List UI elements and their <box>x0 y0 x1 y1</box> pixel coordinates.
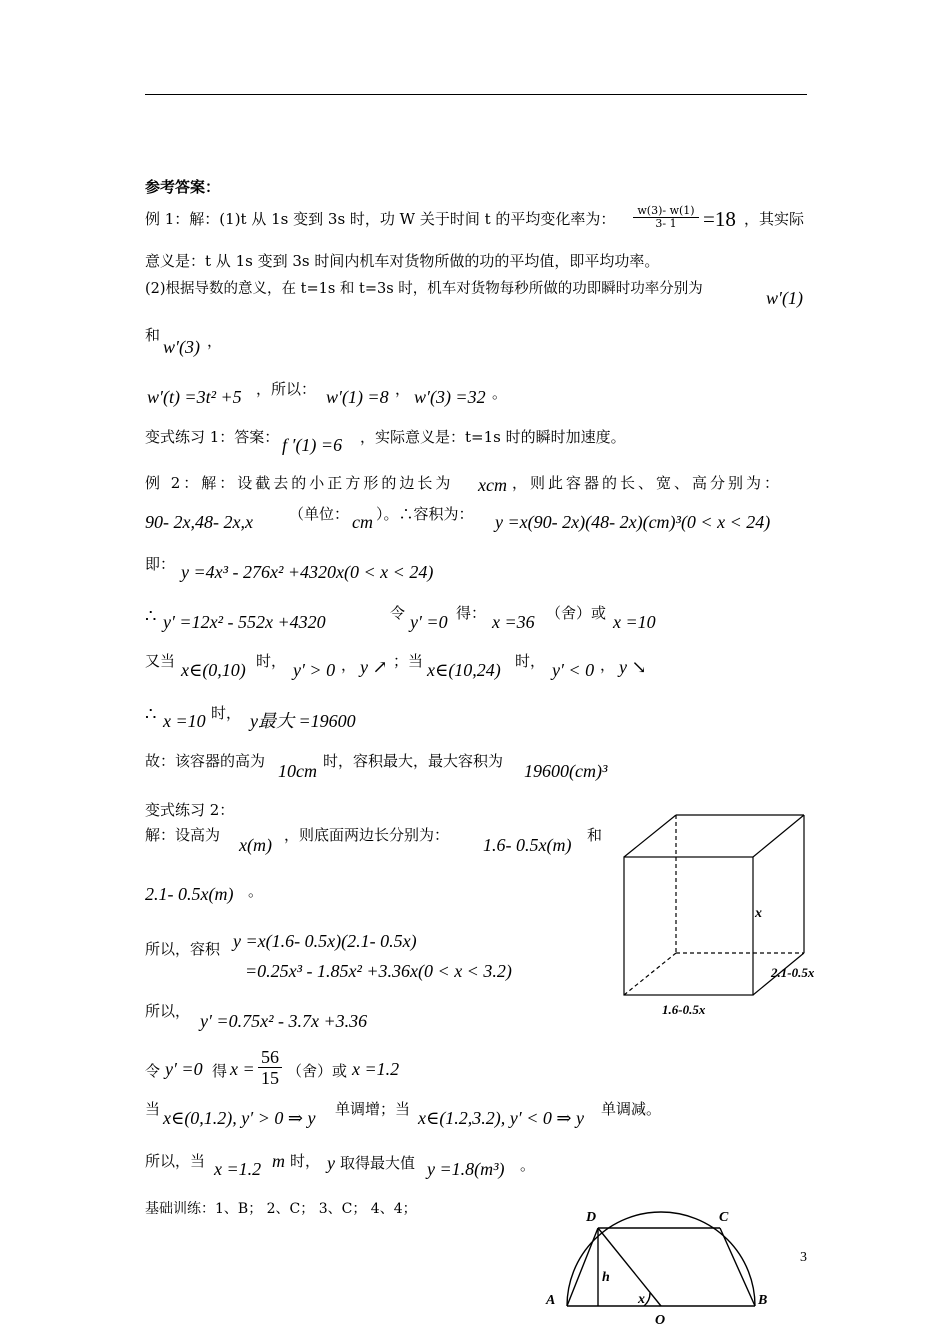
ex1-text: 例 1：解：(1)t 从 1s 变到 3s 时，功 W 关于时间 t 的平均变化率为： <box>145 210 616 228</box>
var2-y: y <box>327 1153 335 1173</box>
ex2-dims-math: 90- 2x,48- 2x,x <box>145 512 253 532</box>
basic-training: 基础训练：1、B； 2、C； 3、C； 4、4； <box>145 1201 417 1217</box>
ex2-shi3: 时， <box>211 704 242 722</box>
var2-sol: 解：设高为 <box>145 826 221 844</box>
label-C: C <box>719 1210 729 1225</box>
box-label-depth: 2.1-0.5x <box>771 965 815 980</box>
var2-x12: x =1.2 <box>352 1059 400 1079</box>
var2-shi: 时， <box>290 1152 321 1170</box>
ex1-frac-num: w(3)- w(1) <box>633 205 699 218</box>
box-label-height: x <box>755 906 762 921</box>
ex2-yeq0: y′ =0 <box>410 612 448 632</box>
var2-deriv: y′ =0.75x² - 3.7x +3.36 <box>200 1011 368 1031</box>
var2-fraction <box>258 1047 282 1088</box>
ex2-pos: y′ > 0 <box>293 660 336 680</box>
var2-get: 得 <box>212 1062 228 1080</box>
var2-unit-m: m <box>272 1151 285 1171</box>
ex2-ymax: y最大 =19600 <box>250 711 356 731</box>
ex2-ie: 即： <box>145 555 176 573</box>
ex2-c2: ， <box>600 656 616 674</box>
ex2-reject: （舍）或 <box>546 604 607 622</box>
ex1-c2: ， <box>395 380 411 398</box>
var2-xm: x(m) <box>239 835 272 855</box>
var2-yeq0: y′ =0 <box>165 1059 203 1079</box>
ex1-w1: w′(1) <box>766 288 803 308</box>
box-edge <box>753 815 804 857</box>
answers-heading: 参考答案： <box>145 178 221 196</box>
ex1-line1 <box>145 210 615 228</box>
var2-vol2: =0.25x³ - 1.85x² +3.36x(0 < x < 3.2) <box>245 961 512 981</box>
ex2-c1: ， <box>341 656 357 674</box>
semicircle-figure <box>540 1200 790 1344</box>
var2-label: 变式练习 2： <box>145 801 235 819</box>
ex1-period: 。 <box>492 384 508 402</box>
var2-side2: 2.1- 0.5x(m) <box>145 884 234 904</box>
var2-so: 所以， <box>145 1002 191 1020</box>
ex2-shi1: 时， <box>256 652 287 670</box>
var2-and: 和 <box>587 826 603 844</box>
ex2-maxvol: 19600(cm)³ <box>524 761 608 781</box>
ex1-w3val: w′(3) =32 <box>414 387 486 407</box>
var1-meaning: ，实际意义是：t=1s 时的瞬时加速度。 <box>360 428 626 446</box>
ex1-and: 和 <box>145 326 161 344</box>
ex1-fraction <box>633 205 699 230</box>
var2-maxlabel: 取得最大值 <box>340 1154 416 1172</box>
page-number: 3 <box>800 1250 807 1265</box>
label-O: O <box>655 1313 666 1328</box>
ex2-let: 令 <box>390 604 406 622</box>
label-x: x <box>638 1292 645 1307</box>
label-A: A <box>546 1293 556 1308</box>
ex1-w3: w′(3) <box>163 337 200 357</box>
ex2-conc2: 时，容积最大，最大容积为 <box>323 752 504 770</box>
ex1-line3: (2)根据导数的意义，在 t=1s 和 t=3s 时，机车对货物每秒所做的功即瞬时功率分别为 <box>145 281 703 297</box>
var2-when: 当 <box>145 1100 161 1118</box>
label-h: h <box>602 1270 610 1285</box>
ex2-conclusion: 故：该容器的高为 <box>145 752 266 770</box>
header-rule <box>145 94 807 95</box>
ex2-when2: ；当 <box>393 652 424 670</box>
side-CB <box>720 1228 755 1306</box>
box-edge <box>624 815 676 857</box>
ex2-line1: 例 2：解：设截去的小正方形的边长为 <box>145 474 454 492</box>
ex2-inc: y ↗ <box>360 657 388 677</box>
ex2-x10b: x =10 <box>163 711 206 731</box>
var2-x12b: x =1.2 <box>214 1159 262 1179</box>
var2-sides: ，则底面两边长分别为： <box>284 826 450 844</box>
label-D: D <box>586 1210 597 1225</box>
ex2-int2: x∈(10,24) <box>427 660 501 680</box>
var2-period2: 。 <box>520 1156 536 1174</box>
var2-so2: 所以，当 <box>145 1152 206 1170</box>
ex1-so: ，所以： <box>256 380 317 398</box>
ex2-volume-label: ）。∴容积为： <box>376 505 474 523</box>
ex2-neg: y′ < 0 <box>552 660 595 680</box>
ex2-height: 10cm <box>278 761 317 781</box>
var1-math: f ′(1) =6 <box>282 435 343 455</box>
var2-frac-den: 15 <box>261 1068 279 1088</box>
var2-dec-cond: x∈(1.2,3.2), y′ < 0 ⇒ y <box>418 1108 584 1128</box>
ex2-xcm: xcm <box>478 475 507 495</box>
ex2-shi2: 时， <box>515 652 546 670</box>
ex2-x36: x =36 <box>492 612 535 632</box>
ex2-therefore: ∴ <box>145 606 157 626</box>
ex2-get: 得： <box>456 604 487 622</box>
var1-label: 变式练习 1：答案： <box>145 428 280 446</box>
var2-period: 。 <box>248 882 264 900</box>
var2-let: 令 <box>145 1062 161 1080</box>
var2-inc: 单调增；当 <box>335 1100 411 1118</box>
ex2-volume: y =x(90- 2x)(48- 2x)(cm)³(0 < x < 24) <box>495 512 771 532</box>
var2-reject: （舍）或 <box>287 1062 348 1080</box>
ex1-tail: ，其实际 <box>744 210 805 228</box>
ex2-dims: ，则此容器的长、宽、高分别为： <box>512 474 783 492</box>
ex2-therefore2: ∴ <box>145 704 157 724</box>
box-front-face <box>624 857 753 995</box>
label-B: B <box>758 1293 768 1308</box>
ex2-deriv: y′ =12x² - 552x +4320 <box>163 612 326 632</box>
ex1-frac-den: 3- 1 <box>655 217 677 230</box>
var2-vol-label: 所以，容积 <box>145 940 221 958</box>
var2-vol1: y =x(1.6- 0.5x)(2.1- 0.5x) <box>233 931 417 951</box>
ex2-poly: y =4x³ - 276x² +4320x(0 < x < 24) <box>181 562 434 582</box>
ex1-w1val: w′(1) =8 <box>326 387 389 407</box>
semicircle-arc <box>567 1212 755 1306</box>
ex1-eq: =18 <box>703 207 736 231</box>
var2-side1: 1.6- 0.5x(m) <box>483 835 572 855</box>
ex2-dec: y ↘ <box>619 657 647 677</box>
ex2-when: 又当 <box>145 652 176 670</box>
box-hidden-edge <box>624 953 676 995</box>
ex2-unit: （单位： <box>289 505 350 523</box>
var2-xeq: x = <box>230 1059 255 1079</box>
ex2-cm: cm <box>352 512 373 532</box>
ex2-int1: x∈(0,10) <box>181 660 246 680</box>
ex1-line2: 意义是：t 从 1s 变到 3s 时间内机车对货物所做的功的平均值，即平均功率。 <box>145 252 660 270</box>
side-AD <box>567 1228 598 1306</box>
radius-DO <box>598 1228 661 1306</box>
var2-frac-num: 56 <box>258 1047 282 1068</box>
var2-dec: 单调减。 <box>601 1100 662 1118</box>
var2-inc-cond: x∈(0,1.2), y′ > 0 ⇒ y <box>163 1108 316 1128</box>
ex1-comma: ， <box>207 332 223 350</box>
ex2-x10: x =10 <box>613 612 656 632</box>
var2-ymax: y =1.8(m³) <box>427 1159 505 1179</box>
box-figure <box>610 800 840 1025</box>
box-label-width: 1.6-0.5x <box>662 1002 706 1017</box>
ex1-deriv: w′(t) =3t² +5 <box>147 387 242 407</box>
